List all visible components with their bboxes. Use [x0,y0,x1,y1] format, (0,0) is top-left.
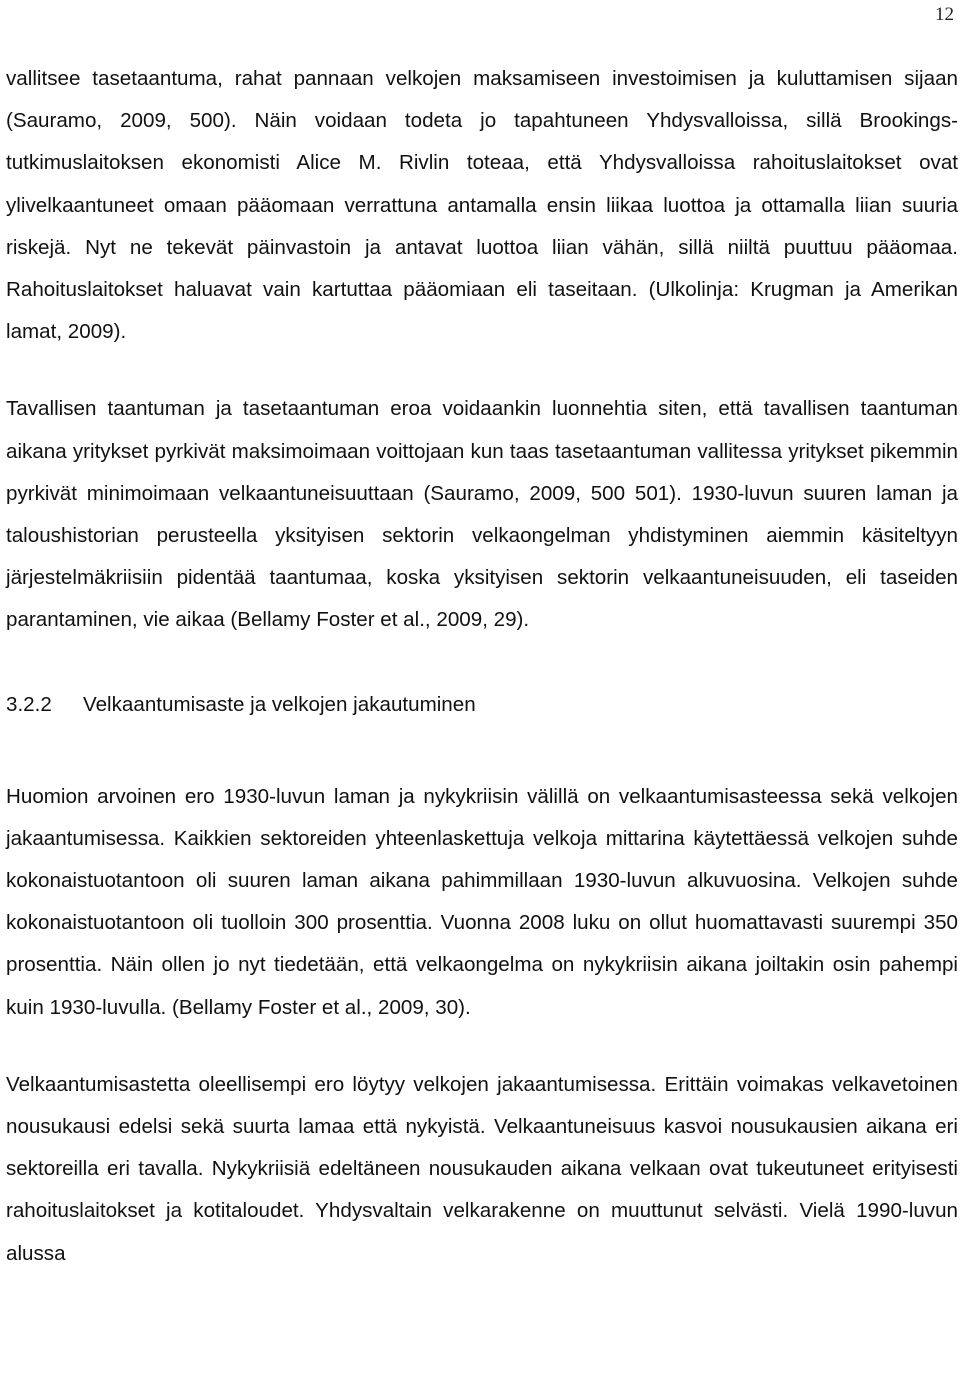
paragraph-1: vallitsee tasetaantuma, rahat pannaan velkojen maksamiseen investoimisen ja kuluttamisen sijaan (Sauramo, 2009, 500). Näin voidaan todeta jo tapahtuneen Yhdysvalloissa, sillä Brookings- tutkimuslaitoksen ekonomisti Alice M. Rivlin toteaa, että Yhdysvalloissa rahoituslaitokset ovat ylivelkaantuneet omaan pääomaan verrattuna antamalla ensin liikaa luottoa ja ottamalla liian suuria riskejä. Nyt ne tekevät päinvastoin ja antavat luottoa liian vähän, sillä niiltä puuttuu pääomaa. Rahoituslaitokset haluavat vain kartuttaa pääomiaan eli taseitaan. (Ulkolinja: Krugman ja Amerikan lamat, 2009). [6,67,958,344]
paragraph-3: Huomion arvoinen ero 1930-luvun laman ja nykykriisin välillä on velkaantumisasteessa sekä velkojen jakaantumisessa. Kaikkien sektoreiden yhteenlaskettuja velkoja mittarina käytettäessä velkojen suhde kokonaistuotantoon oli suuren laman aikana pahimmillaan 1930-luvun alkuvuosina. Velkojen suhde kokonaistuotantoon oli tuolloin 300 prosenttia. Vuonna 2008 luku on ollut huomattavasti suurempi 350 prosenttia. Näin ollen jo nyt tiedetään, että velkaongelma on nykykriisin aikana joiltakin osin pahempi kuin 1930-luvulla. (Bellamy Foster et al., 2009, 30). [6,784,958,1019]
section-number: 3.2.2 [6,692,52,716]
section-heading [6,684,958,726]
paragraph-2: Tavallisen taantuman ja tasetaantuman eroa voidaankin luonnehtia siten, että tavallisen taantuman aikana yritykset pyrkivät maksimoimaan voittojaan kun taas tasetaantuman vallitessa yritykset pikemmin pyrkivät minimoimaan velkaantuneisuuttaan (Sauramo, 2009, 500 501). 1930-luvun suuren laman ja taloushistorian perusteella yksityisen sektorin velkaongelman yhdistyminen aiemmin käsiteltyyn järjestelmäkriisiin pidentää taantumaa, koska yksityisen sektorin velkaantuneisuuden, eli taseiden parantaminen, vie aikaa (Bellamy Foster et al., 2009, 29). [6,397,958,632]
paragraph-4: Velkaantumisastetta oleellisempi ero löytyy velkojen jakaantumisessa. Erittäin voimakas velkavetoinen nousukausi edelsi sekä suurta lamaa että nykyistä. Velkaantuneisuus kasvoi nousukausien aikana eri sektoreilla eri tavalla. Nykykriisiä edeltäneen nousukauden aikana velkaan ovat tukeutuneet erityisesti rahoituslaitokset ja kotitaloudet. Yhdysvaltain velkarakenne on muuttunut selvästi. Vielä 1990-luvun alussa [6,1072,958,1265]
page-number: 12 [935,4,954,25]
section-title: Velkaantumisaste ja velkojen jakautuminen [83,692,476,716]
document-body [6,58,958,1275]
